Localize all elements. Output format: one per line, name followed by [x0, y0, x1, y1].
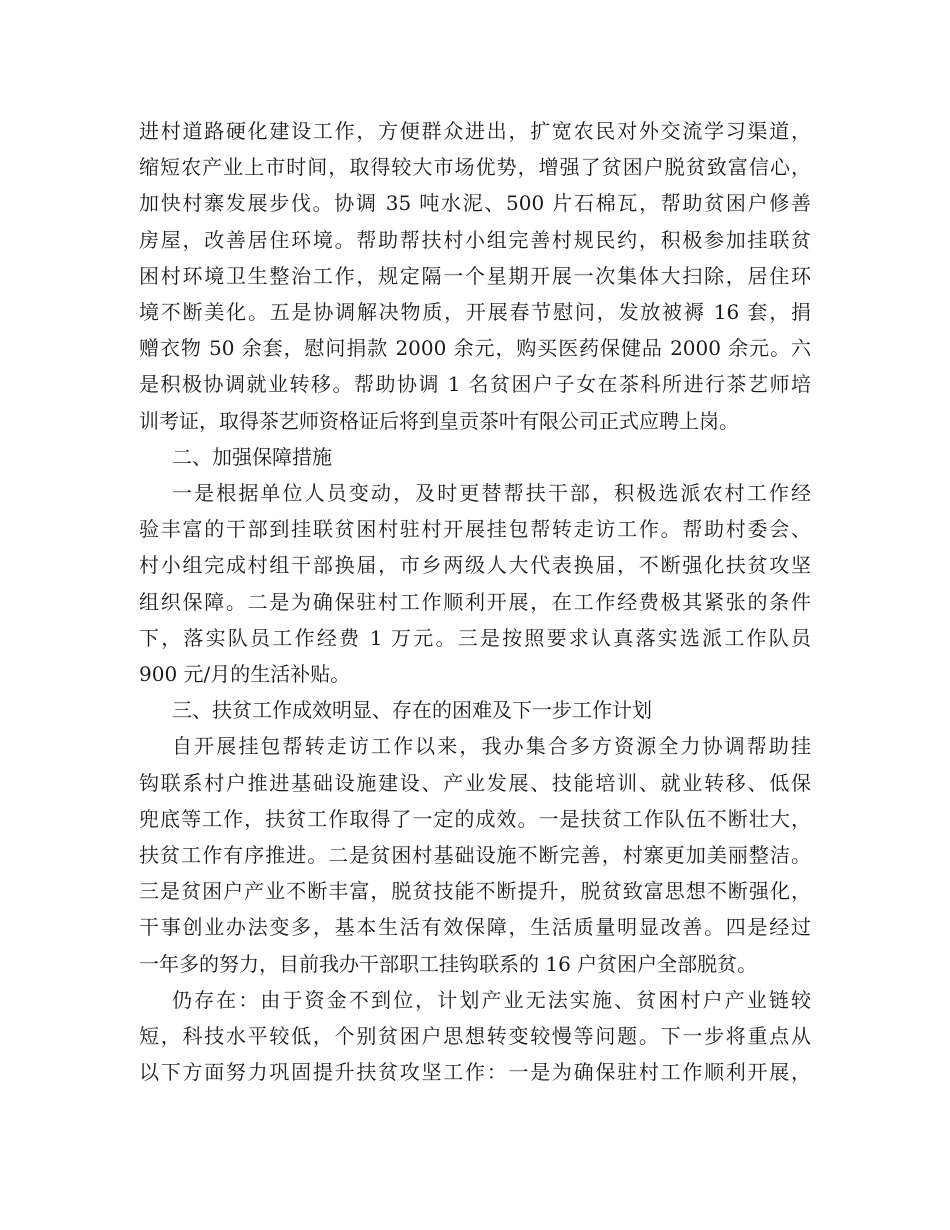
text-line: 进村道路硬化建设工作，方便群众进出，扩宽农民对外交流学习渠道， [139, 119, 811, 143]
heading-text: 三、扶贫工作成效明显、存在的困难及下一步工作计划 [172, 698, 652, 723]
text-line: 困村环境卫生整治工作，规定隔一个星期开展一次集体大扫除，居住环 [139, 263, 811, 288]
text-line: 缩短农产业上市时间，取得较大市场优势，增强了贫困户脱贫致富信心， [139, 155, 811, 180]
text-line: 仍存在：由于资金不到位，计划产业无法实施、贫困村户产业链较 [172, 987, 811, 1012]
text-line: 组织保障。二是为确保驻村工作顺利开展，在工作经费极其紧张的条件 [139, 589, 811, 614]
text-line: 村小组完成村组干部换届，市乡两级人大代表换届，不断强化扶贫攻坚 [139, 553, 811, 578]
text-line: 验丰富的干部到挂联贫困村驻村开展挂包帮转走访工作。帮助村委会、 [139, 517, 811, 542]
text-line: 三是贫困户产业不断丰富，脱贫技能不断提升，脱贫致富思想不断强化， [139, 879, 811, 904]
text-line: 一是根据单位人员变动，及时更替帮扶干部，积极选派农村工作经 [172, 481, 811, 506]
text-line: 自开展挂包帮转走访工作以来，我办集合多方资源全力协调帮助挂 [172, 734, 811, 759]
paragraph-results [139, 728, 811, 981]
text-line: 兜底等工作，扶贫工作取得了一定的成效。一是扶贫工作队伍不断壮大， [139, 806, 811, 831]
text-line: 扶贫工作有序推进。二是贫困村基础设施不断完善，村寨更加美丽整洁。 [139, 843, 811, 868]
text-line: 加快村寨发展步伐。协调 35 吨水泥、500 片石棉瓦，帮助贫困户修善 [139, 191, 811, 216]
text-line: 境不断美化。五是协调解决物质，开展春节慰问，发放被褥 16 套，捐 [139, 300, 811, 325]
text-line: 900 元/月的生活补贴。 [139, 662, 351, 687]
heading-text: 二、加强保障措施 [172, 444, 332, 469]
paragraph-guarantee-measures [139, 475, 811, 692]
section-heading-2 [139, 439, 811, 475]
text-line: 训考证，取得茶艺师资格证后将到皇贡茶叶有限公司正式应聘上岗。 [139, 408, 739, 433]
paragraph-continued [139, 113, 811, 439]
text-line: 一年多的努力，目前我办干部职工挂钩联系的 16 户贫困户全部脱贫。 [139, 951, 758, 976]
text-line: 是积极协调就业转移。帮助协调 1 名贫困户子女在茶科所进行茶艺师培 [139, 372, 811, 397]
section-heading-3 [139, 692, 811, 728]
text-line: 短，科技水平较低，个别贫困户思想转变较慢等问题。下一步将重点从 [139, 1024, 811, 1049]
text-line: 赠衣物 50 余套，慰问捐款 2000 余元，购买医药保健品 2000 余元。六 [139, 336, 811, 361]
text-line: 下，落实队员工作经费 1 万元。三是按照要求认真落实选派工作队员 [139, 625, 811, 650]
document-body [139, 113, 811, 1090]
paragraph-remaining-issues [139, 982, 811, 1091]
text-line: 钩联系村户推进基础设施建设、产业发展、技能培训、就业转移、低保 [139, 770, 811, 795]
text-line: 干事创业办法变多，基本生活有效保障，生活质量明显改善。四是经过 [139, 915, 811, 940]
text-line: 房屋，改善居住环境。帮助帮扶村小组完善村规民约，积极参加挂联贫 [139, 227, 811, 252]
text-line: 以下方面努力巩固提升扶贫攻坚工作：一是为确保驻村工作顺利开展， [139, 1060, 811, 1085]
